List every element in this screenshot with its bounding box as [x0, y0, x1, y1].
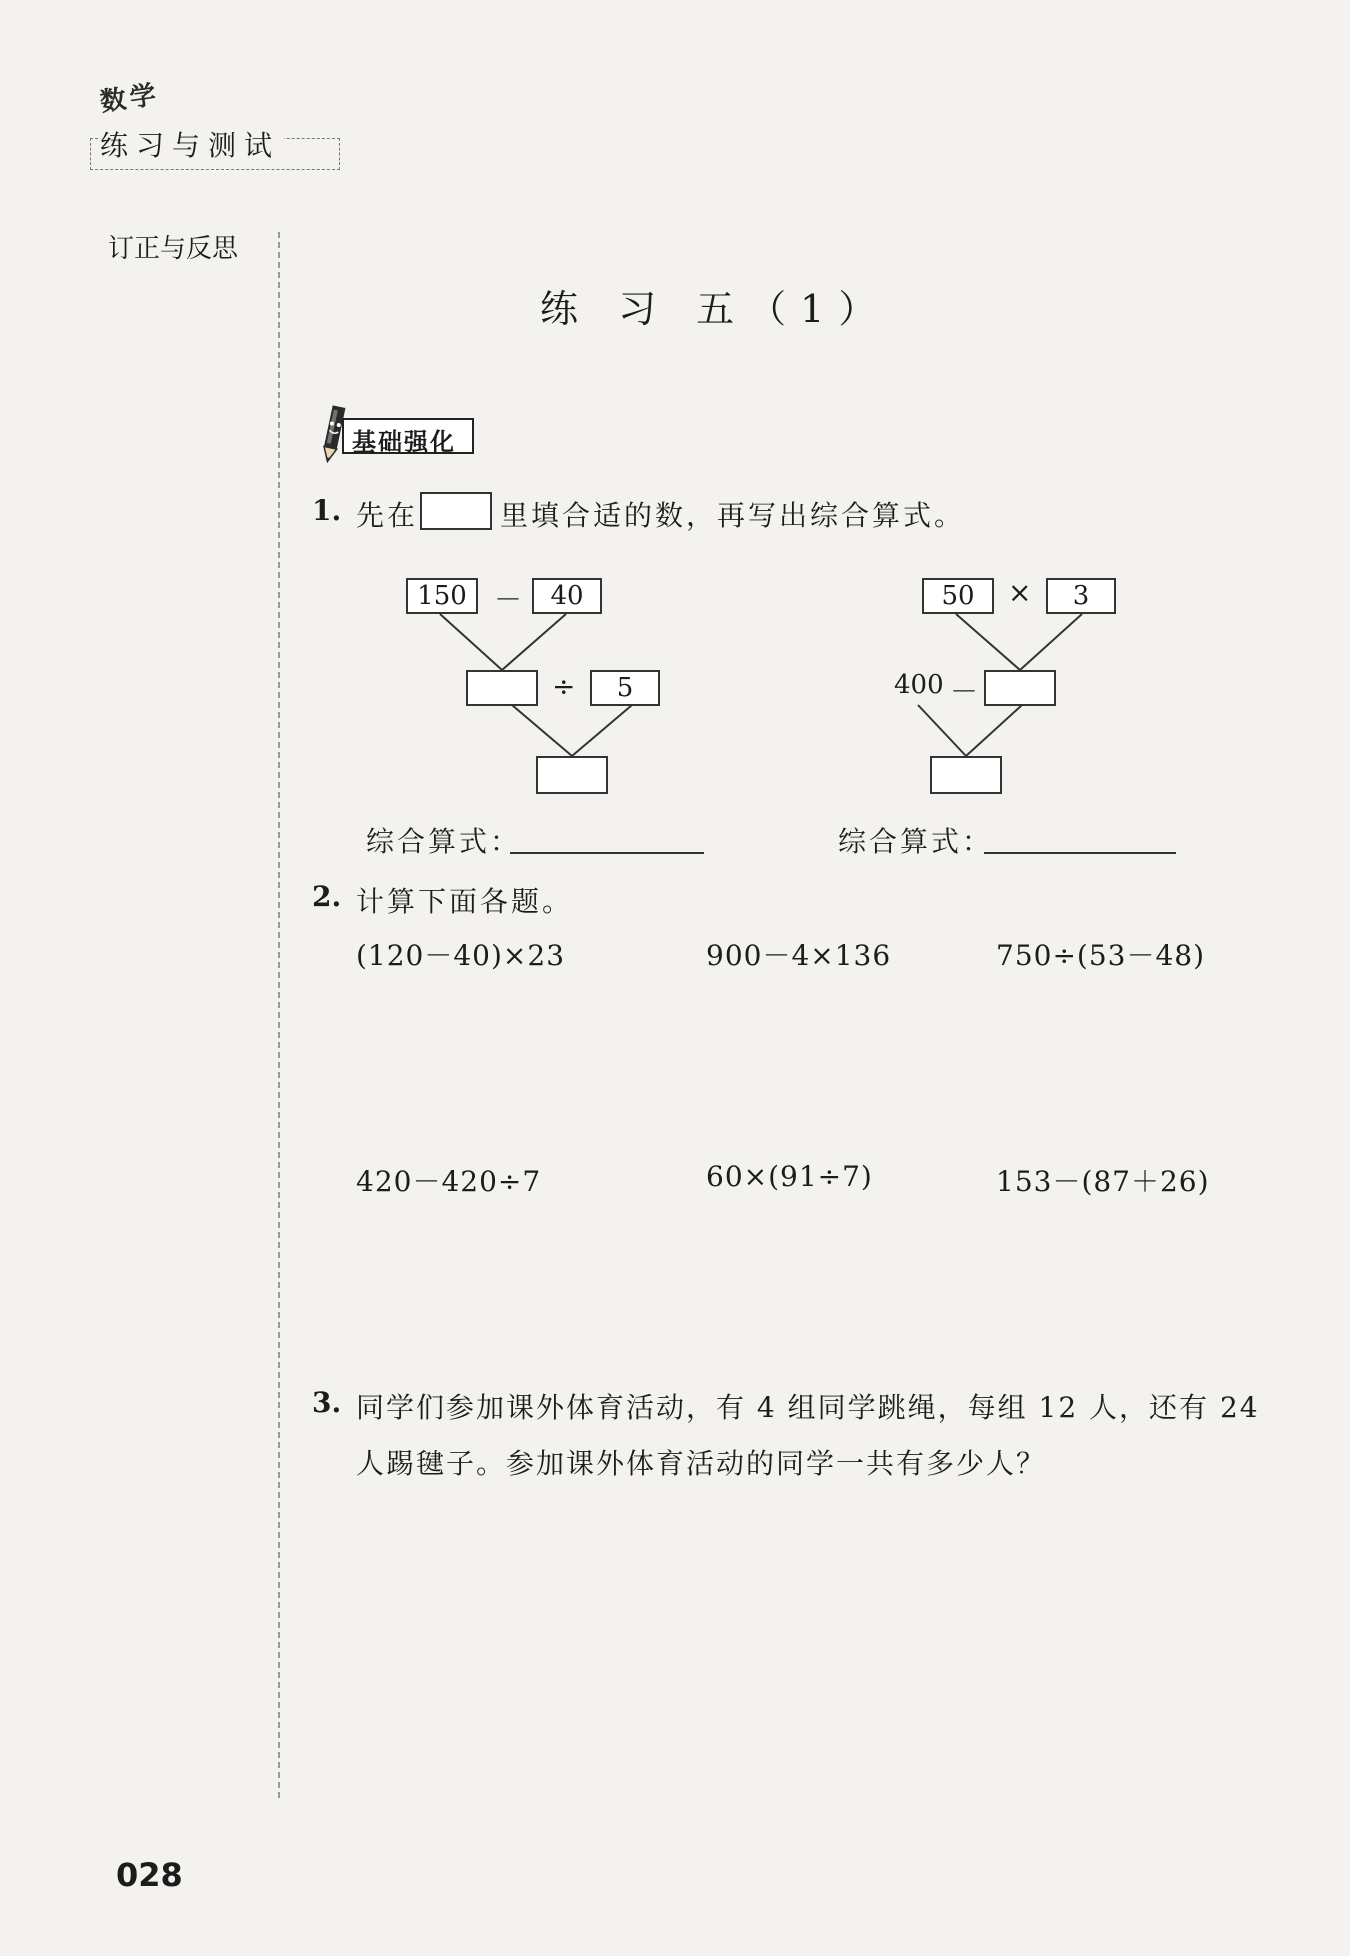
q2-expression-6: 153－(87＋26) [996, 1165, 1210, 1198]
q2-expression-1: (120－40)×23 [356, 939, 566, 972]
page-number: 028 [116, 1856, 183, 1894]
q3-text-line-1: 同学们参加课外体育活动，有 4 组同学跳绳，每组 12 人，还有 24 [356, 1391, 1260, 1424]
section-label: 基础强化 [352, 428, 456, 456]
d2-formula-answer-line[interactable] [984, 852, 1176, 854]
d1-formula-answer-line[interactable] [510, 852, 704, 854]
q3-text-line-2: 人踢毽子。参加课外体育活动的同学一共有多少人？ [356, 1447, 1047, 1480]
d2-top-operator: × [1008, 576, 1032, 609]
d2-formula-label: 综合算式： [838, 825, 994, 858]
q1-text-after: 里填合适的数，再写出综合算式。 [500, 499, 966, 532]
q2-expression-3: 750÷(53－48) [996, 939, 1206, 972]
q2-number: 2. [312, 880, 342, 913]
q1-number: 1. [312, 494, 342, 527]
d1-mid-answer-box[interactable] [466, 670, 538, 706]
q2-expression-4: 420－420÷7 [356, 1165, 542, 1198]
d1-top-right-box: 40 [532, 578, 602, 614]
d2-mid-operator: － [950, 675, 979, 708]
page-title: 练 习 五（1） [540, 287, 891, 331]
d2-mid-answer-box[interactable] [984, 670, 1056, 706]
d1-result-box[interactable] [536, 756, 608, 794]
brand-series: 练习与测试 [100, 124, 284, 164]
d1-mid-right-box: 5 [590, 670, 660, 706]
q2-expression-5: 60×(91÷7) [706, 1160, 873, 1193]
q2-expression-2: 900－4×136 [706, 939, 892, 972]
brand-subject: 数学 [98, 79, 162, 118]
d2-mid-left-number: 400 [894, 670, 944, 700]
d2-result-box[interactable] [930, 756, 1002, 794]
d1-top-left-box: 150 [406, 578, 478, 614]
d1-top-operator: － [494, 583, 523, 616]
d1-mid-operator: ÷ [552, 670, 576, 703]
d2-top-left-box: 50 [922, 578, 994, 614]
d1-formula-label: 综合算式： [366, 825, 522, 858]
d2-top-right-box: 3 [1046, 578, 1116, 614]
q1-text-before: 先在 [356, 499, 419, 532]
q2-text: 计算下面各题。 [356, 885, 574, 918]
sidebar-label: 订正与反思 [108, 234, 239, 264]
q3-number: 3. [312, 1386, 342, 1419]
